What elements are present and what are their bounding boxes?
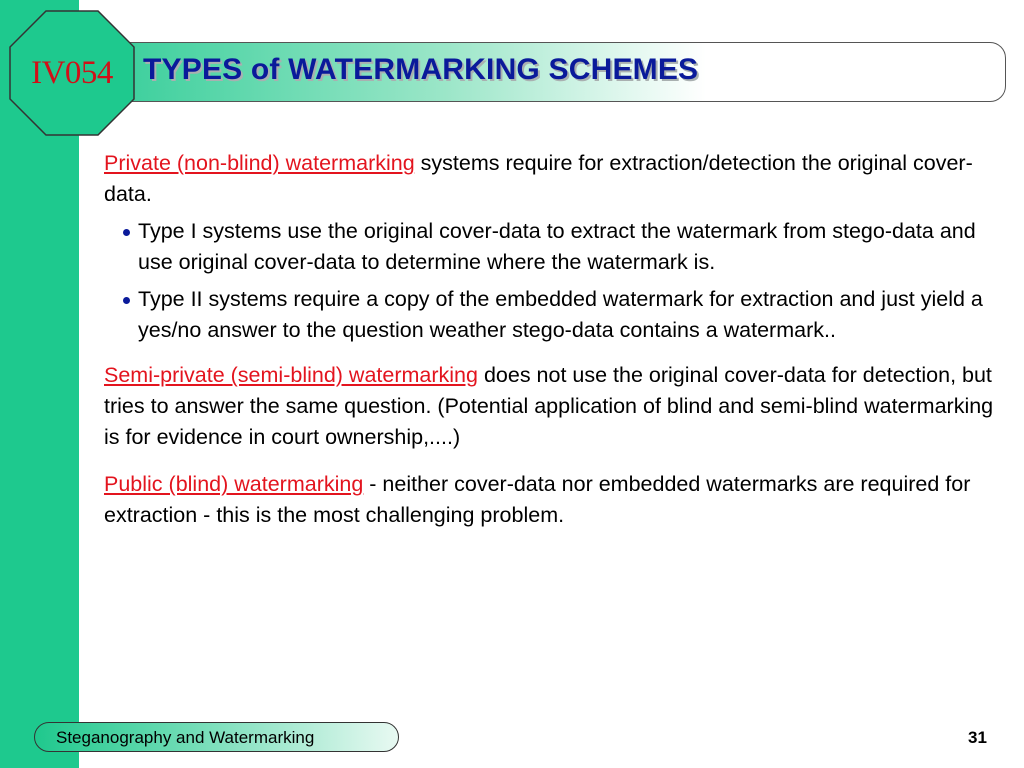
footer-label: Steganography and Watermarking [56, 728, 315, 747]
bullet-text: Type II systems require a copy of the embedded watermark for extraction and just yield a yes/no answer to the question weather stego-data contains a watermark.. [138, 287, 983, 342]
term-public-watermarking: Public (blind) watermarking [104, 472, 364, 496]
term-private-watermarking: Private (non-blind) watermarking [104, 151, 415, 175]
paragraph-semi-private [104, 360, 1004, 453]
paragraph-private [104, 148, 1004, 210]
bullet-item [138, 216, 1004, 278]
course-code-badge: IV054 [31, 54, 113, 91]
term-semi-private-watermarking: Semi-private (semi-blind) watermarking [104, 363, 478, 387]
type-bullet-list [104, 216, 1004, 346]
bullet-text: Type I systems use the original cover-data to extract the watermark from stego-data and use original cover-data to determine where the watermark is. [138, 219, 976, 274]
paragraph-private-text: systems require for extraction/detection the original cover-data. [104, 151, 973, 206]
slide-title: TYPES of WATERMARKING SCHEMES [143, 53, 699, 86]
bullet-dot-icon [123, 297, 130, 304]
paragraph-semi-private-text: does not use the original cover-data for detection, but tries to answer the same question. (Potential application of blind and semi-blind watermarking is for evidence in court ownership,....) [104, 363, 994, 449]
paragraph-public [104, 469, 1004, 531]
paragraph-public-text: - neither cover-data nor embedded watermarks are required for extraction - this is the most challenging problem. [104, 472, 971, 527]
bullet-item [138, 284, 1004, 346]
slide-body [104, 148, 1004, 531]
bullet-dot-icon [123, 229, 130, 236]
page-number: 31 [968, 728, 987, 747]
